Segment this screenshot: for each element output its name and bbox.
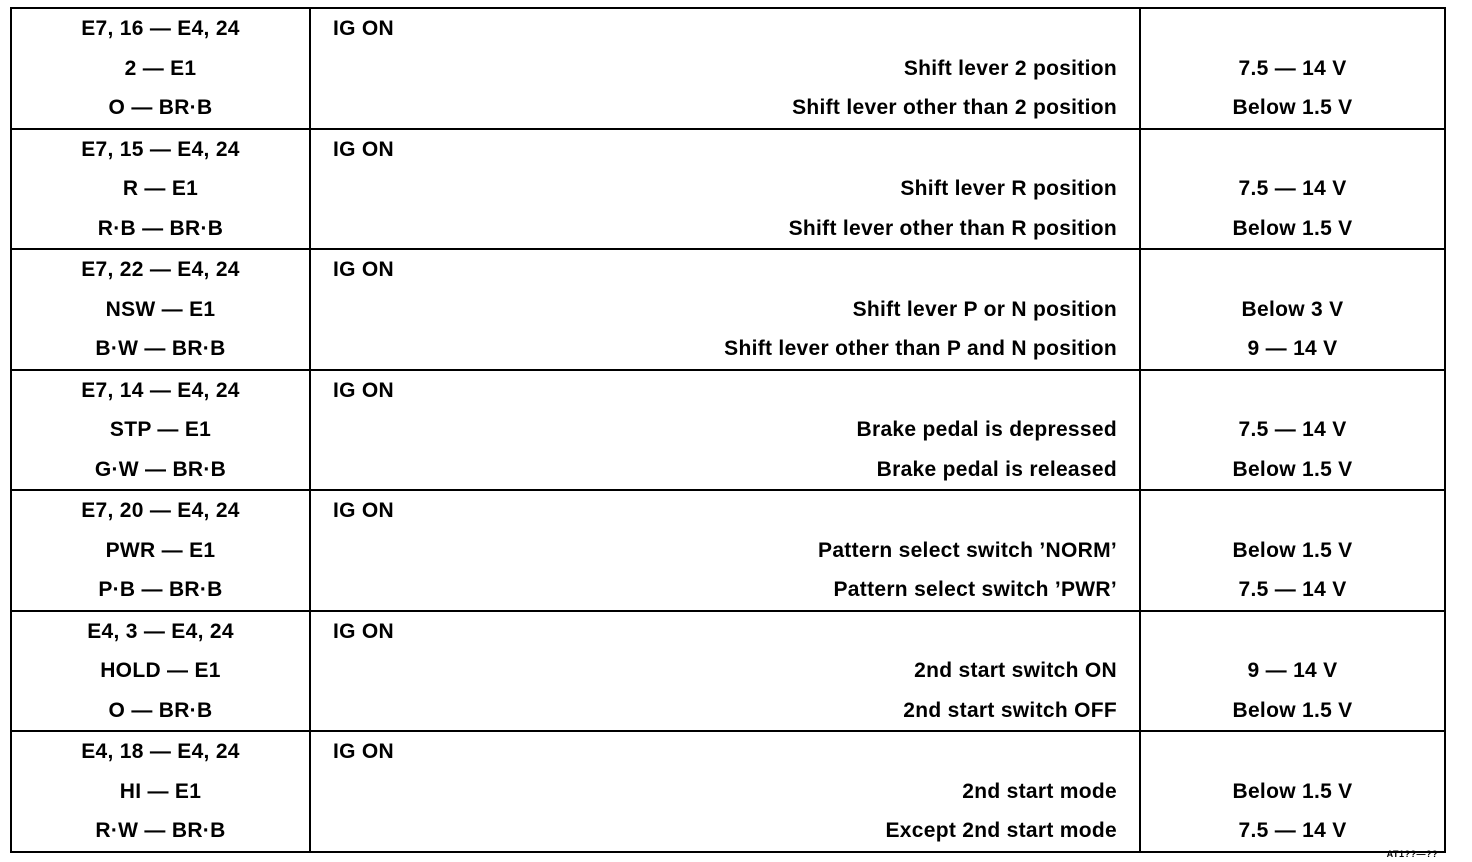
- terminal-cell: [11, 129, 310, 250]
- ig-on-label: IG ON: [333, 619, 395, 643]
- value-cell: [1140, 370, 1445, 491]
- condition-cell: [310, 611, 1140, 732]
- voltage-value: Below 1.5 V: [1232, 96, 1353, 119]
- condition-text: Shift lever P or N position: [852, 297, 1117, 321]
- voltage-value: 9 — 14 V: [1247, 659, 1338, 682]
- condition-text: 2nd start mode: [962, 779, 1117, 803]
- terminal-symbol: HOLD — E1: [100, 659, 221, 682]
- terminal-cell: [11, 490, 310, 611]
- voltage-value: Below 1.5 V: [1232, 216, 1353, 240]
- condition-text: Shift lever other than 2 position: [792, 96, 1117, 119]
- terminal-cell: [11, 731, 310, 852]
- terminal-pair: E7, 16 — E4, 24: [81, 17, 240, 40]
- wire-color: O — BR·B: [108, 698, 213, 722]
- voltage-value: Below 1.5 V: [1232, 698, 1353, 722]
- table-body: [11, 8, 1445, 852]
- table-row: [11, 8, 1445, 129]
- condition-text: Shift lever R position: [900, 177, 1117, 200]
- table-row: [11, 611, 1445, 732]
- table-row: [11, 731, 1445, 852]
- terminal-symbol: STP — E1: [109, 418, 212, 441]
- terminal-symbol: 2 — E1: [124, 56, 197, 80]
- condition-text: Brake pedal is released: [876, 457, 1117, 481]
- voltage-value: Below 1.5 V: [1232, 538, 1353, 562]
- voltage-value: 7.5 — 14 V: [1238, 819, 1347, 842]
- condition-cell: [310, 129, 1140, 250]
- terminal-cell: [11, 370, 310, 491]
- condition-cell: [310, 731, 1140, 852]
- table-row: [11, 370, 1445, 491]
- table-row: [11, 249, 1445, 370]
- table-row: [11, 490, 1445, 611]
- terminal-pair: E7, 22 — E4, 24: [81, 258, 240, 281]
- ig-on-label: IG ON: [333, 740, 395, 763]
- terminal-pair: E4, 18 — E4, 24: [81, 740, 240, 763]
- condition-cell: [310, 8, 1140, 129]
- ig-on-label: IG ON: [333, 137, 395, 161]
- voltage-value: Below 3 V: [1241, 297, 1344, 321]
- condition-text: Shift lever other than R position: [788, 216, 1117, 240]
- condition-text: Pattern select switch ’PWR’: [833, 578, 1117, 601]
- figure-code: AT1??—??: [1386, 849, 1438, 859]
- value-cell: [1140, 129, 1445, 250]
- voltage-value: 7.5 — 14 V: [1238, 56, 1347, 80]
- wire-color: G·W — BR·B: [94, 457, 227, 481]
- terminal-cell: [11, 611, 310, 732]
- voltage-value: 9 — 14 V: [1247, 337, 1338, 360]
- condition-text: Except 2nd start mode: [885, 819, 1117, 842]
- wire-color: P·B — BR·B: [98, 578, 223, 601]
- terminal-voltage-table: [10, 7, 1446, 853]
- terminal-symbol: R — E1: [122, 177, 199, 200]
- wire-color: O — BR·B: [108, 96, 213, 119]
- terminal-pair: E4, 3 — E4, 24: [87, 619, 234, 643]
- value-cell: [1140, 8, 1445, 129]
- wire-color: B·W — BR·B: [95, 337, 226, 360]
- condition-cell: [310, 370, 1140, 491]
- terminal-pair: E7, 15 — E4, 24: [81, 137, 240, 161]
- terminal-cell: [11, 249, 310, 370]
- wire-color: R·B — BR·B: [97, 216, 224, 240]
- ig-on-label: IG ON: [333, 258, 395, 281]
- condition-text: 2nd start switch ON: [914, 659, 1117, 682]
- value-cell: [1140, 490, 1445, 611]
- condition-cell: [310, 249, 1140, 370]
- condition-text: Brake pedal is depressed: [856, 418, 1117, 441]
- terminal-symbol: HI — E1: [119, 779, 202, 803]
- terminal-cell: [11, 8, 310, 129]
- value-cell: [1140, 611, 1445, 732]
- wire-color: R·W — BR·B: [95, 819, 226, 842]
- voltage-value: Below 1.5 V: [1232, 779, 1353, 803]
- value-cell: [1140, 249, 1445, 370]
- value-cell: [1140, 731, 1445, 852]
- condition-text: Shift lever 2 position: [903, 56, 1117, 80]
- condition-text: Shift lever other than P and N position: [724, 337, 1117, 360]
- voltage-value: 7.5 — 14 V: [1238, 177, 1347, 200]
- condition-cell: [310, 490, 1140, 611]
- voltage-value: Below 1.5 V: [1232, 457, 1353, 481]
- terminal-symbol: PWR — E1: [105, 538, 216, 562]
- ig-on-label: IG ON: [333, 17, 395, 40]
- ig-on-label: IG ON: [333, 378, 395, 402]
- terminal-pair: E7, 14 — E4, 24: [81, 378, 240, 402]
- terminal-symbol: NSW — E1: [105, 297, 216, 321]
- condition-text: Pattern select switch ’NORM’: [818, 538, 1117, 562]
- table-row: [11, 129, 1445, 250]
- voltage-value: 7.5 — 14 V: [1238, 578, 1347, 601]
- condition-text: 2nd start switch OFF: [903, 698, 1117, 722]
- terminal-pair: E7, 20 — E4, 24: [81, 499, 240, 522]
- ig-on-label: IG ON: [333, 499, 395, 522]
- voltage-value: 7.5 — 14 V: [1238, 418, 1347, 441]
